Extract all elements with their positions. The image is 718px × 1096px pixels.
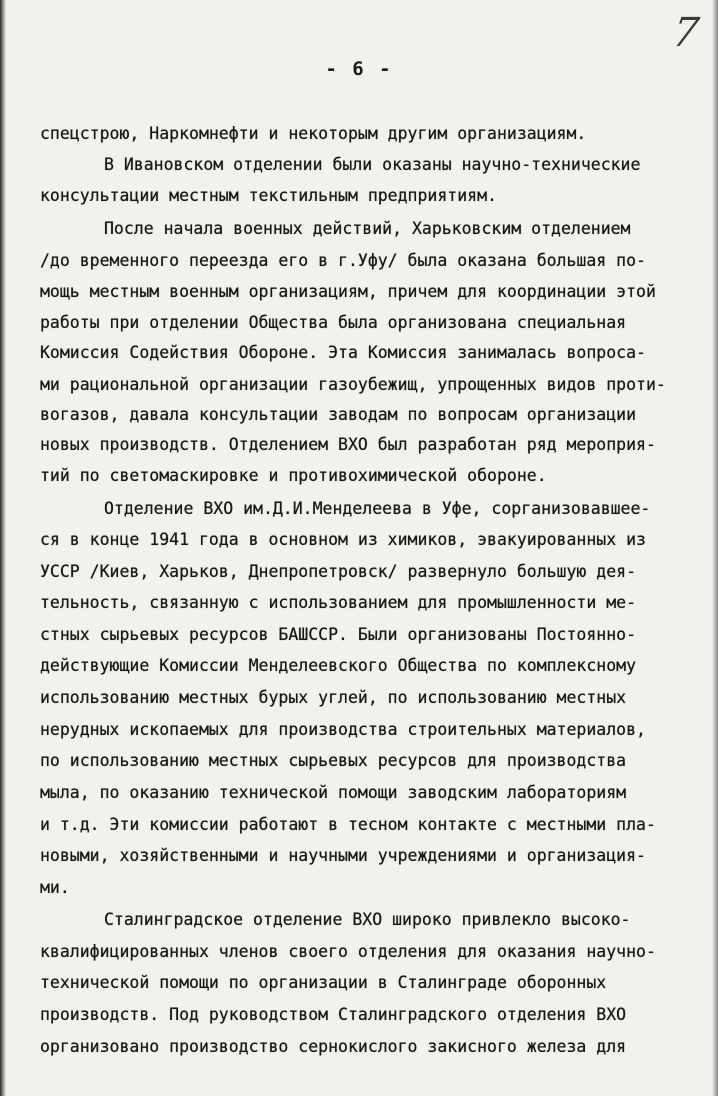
page-number: - 6 - — [325, 58, 393, 80]
text-line: Сталинградское отделение ВХО широко привлекло высоко- — [104, 910, 631, 929]
text-line: работы при отделении Общества была организована специальная — [40, 313, 627, 332]
handwritten-page-number: 7 — [669, 10, 702, 56]
text-line: Отделение ВХО им.Д.И.Менделеева в Уфе, сорганизовавшее- — [104, 499, 651, 518]
text-line: тельность, связанную с использованием для промышленности ме- — [40, 593, 637, 612]
text-line: новых производств. Отделением ВХО был разработан ряд мероприя- — [40, 435, 656, 454]
text-line: стных сырьевых ресурсов БАШССР. Были организованы Постоянно- — [40, 625, 637, 644]
scan-left-edge-shadow — [0, 0, 6, 1096]
text-line: ми рациональной организации газоубежищ, упрощенных видов проти- — [40, 375, 666, 394]
text-line: мыла, по оказанию технической помощи заводским лабораториям — [40, 783, 627, 802]
text-line: квалифицированных членов своего отделения для оказания научно- — [40, 942, 656, 961]
text-line: вогазов, давала консультации заводам по вопросам организации — [40, 405, 637, 424]
text-line: организовано производство сернокислого закисного железа для — [40, 1037, 627, 1056]
text-line: ми. — [40, 878, 70, 897]
scan-right-edge-shadow — [712, 0, 718, 1096]
text-line: /до временного переезда его в г.Уфу/ была оказана большая по- — [40, 251, 646, 270]
text-line: и т.д. Эти комиссии работают в тесном контакте с местными пла- — [40, 815, 656, 834]
text-line: ся в конце 1941 года в основном из химиков, эвакуированных из — [40, 530, 646, 549]
text-line: Комиссия Содействия Обороне. Эта Комиссия занималась вопроса- — [40, 343, 646, 362]
text-line: После начала военных действий, Харьковским отделением — [104, 219, 631, 238]
text-line: нерудных ископаемых для производства строительных материалов, — [40, 720, 646, 739]
text-line: по использованию местных сырьевых ресурсов для производства — [40, 751, 627, 770]
text-line: использованию местных бурых углей, по использованию местных — [40, 688, 627, 707]
text-line: мощь местным военным организациям, причем для координации этой — [40, 282, 656, 301]
text-line: консультации местным текстильным предприятиям. — [40, 186, 497, 205]
text-line: В Ивановском отделении были оказаны научно-технические — [104, 155, 641, 174]
text-line: УССР /Киев, Харьков, Днепропетровск/ развернуло большую дея- — [40, 562, 637, 581]
text-line: действующие Комиссии Менделеевского Общества по комплексному — [40, 656, 637, 675]
text-line: спецстрою, Наркомнефти и некоторым другим организациям. — [40, 124, 587, 143]
text-line: технической помощи по организации в Сталинграде оборонных — [40, 973, 607, 992]
text-line: производств. Под руководством Сталинградского отделения ВХО — [40, 1005, 627, 1024]
text-line: новыми, хозяйственными и научными учреждениями и организация- — [40, 846, 646, 865]
text-line: тий по светомаскировке и противохимической обороне. — [40, 466, 547, 485]
